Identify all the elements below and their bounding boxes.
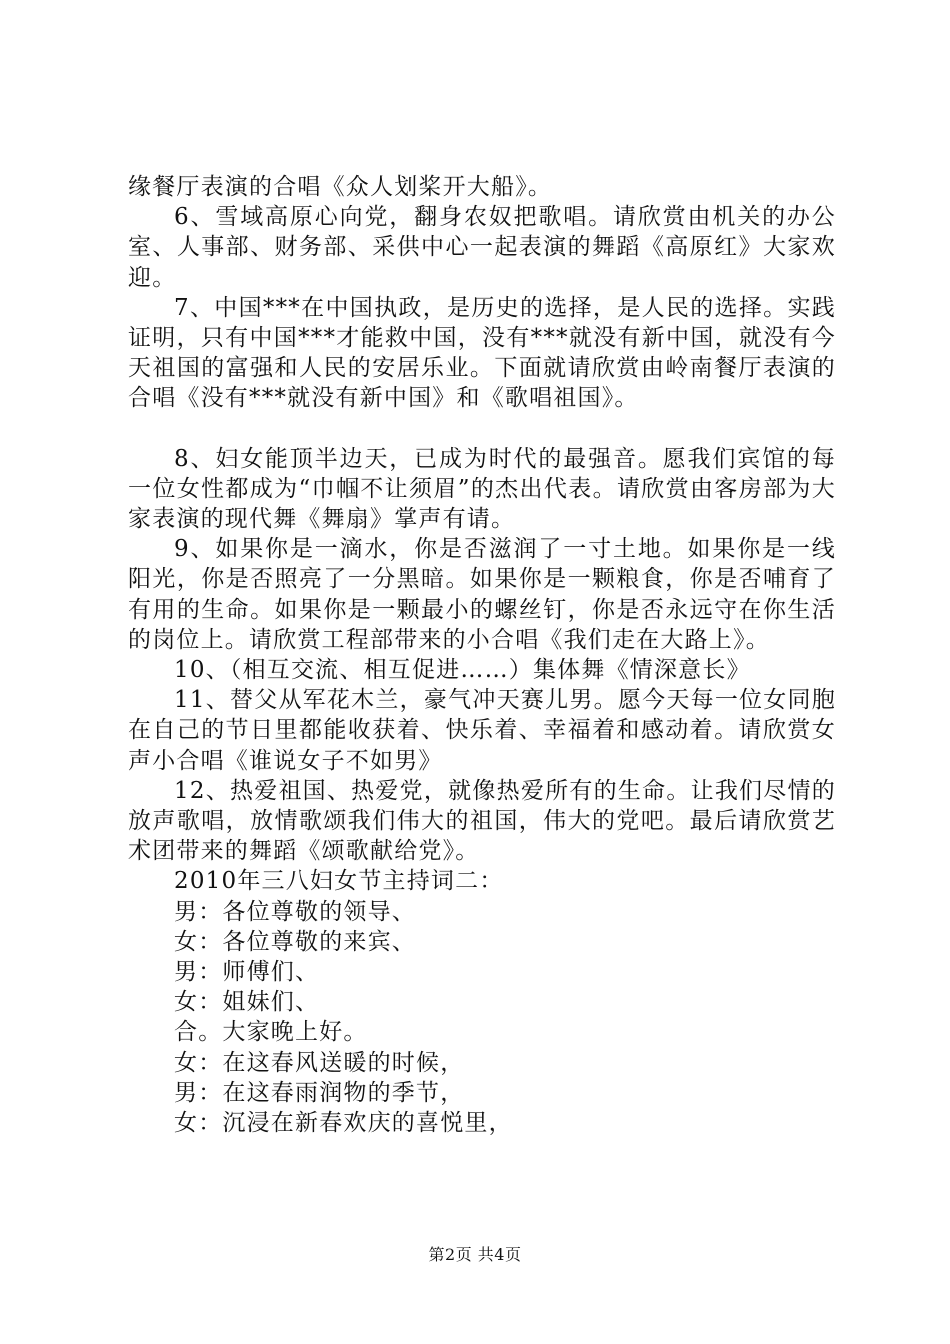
dialogue-line: 合。大家晚上好。 (174, 1019, 368, 1046)
dialogue-line: 男：各位尊敬的领导、 (174, 898, 416, 925)
paragraph-item-10: 10、（相互交流、相互促进……）集体舞《情深意长》 (174, 657, 751, 684)
paragraph-item-9: 9、如果你是一滴水，你是否滋润了一寸土地。如果你是一线阳光，你是否照亮了一分黑暗。如果你是一颗粮食，你是否哺育了有用的生命。如果你是一颗最小的螺丝钉，你是否永远守在你生活的岗位上。请欣赏工程部带来的小合唱《我们走在大路上》。 (128, 536, 836, 653)
dialogue-line: 男：师傅们、 (174, 959, 320, 986)
dialogue-line: 男：在这春雨润物的季节， (174, 1079, 465, 1106)
section-heading: 2010年三八妇女节主持词二： (174, 868, 504, 895)
paragraph-item-7: 7、中国***在中国执政，是历史的选择，是人民的选择。实践证明，只有中国***才能救中国，没有***就没有新中国，就没有今天祖国的富强和人民的安居乐业。下面就请欣赏由岭南餐厅表演的合唱《没有***就没有新中国》和《歌唱祖国》。 (128, 294, 836, 412)
paragraph-item-12: 12、热爱祖国、热爱党，就像热爱所有的生命。让我们尽情的放声歌唱，放情歌颂我们伟大的祖国，伟大的党吧。最后请欣赏艺术团带来的舞蹈《颂歌献给党》。 (128, 777, 836, 865)
paragraph-item-8: 8、妇女能顶半边天，已成为时代的最强音。愿我们宾馆的每一位女性都成为“巾帼不让须眉”的杰出代表。请欣赏由客房部为大家表演的现代舞《舞扇》掌声有请。 (128, 445, 836, 533)
dialogue-line: 女：在这春风送暖的时候， (174, 1049, 465, 1076)
paragraph-item-11: 11、替父从军花木兰，豪气冲天赛儿男。愿今天每一位女同胞在自己的节日里都能收获着、快乐着、幸福着和感动着。请欣赏女声小合唱《谁说女子不如男》 (128, 687, 836, 774)
document-body (128, 172, 836, 1138)
dialogue-line: 女：沉浸在新春欢庆的喜悦里， (174, 1110, 513, 1137)
page-number-footer: 第2页 共4页 (428, 1245, 522, 1264)
paragraph-continuation: 缘餐厅表演的合唱《众人划桨开大船》。 (128, 174, 553, 200)
dialogue-line: 女：姐妹们、 (174, 989, 320, 1016)
paragraph-item-6: 6、雪域高原心向党，翻身农奴把歌唱。请欣赏由机关的办公室、人事部、财务部、采供中心一起表演的舞蹈《高原红》大家欢迎。 (128, 204, 836, 291)
dialogue-line: 女：各位尊敬的来宾、 (174, 928, 416, 955)
